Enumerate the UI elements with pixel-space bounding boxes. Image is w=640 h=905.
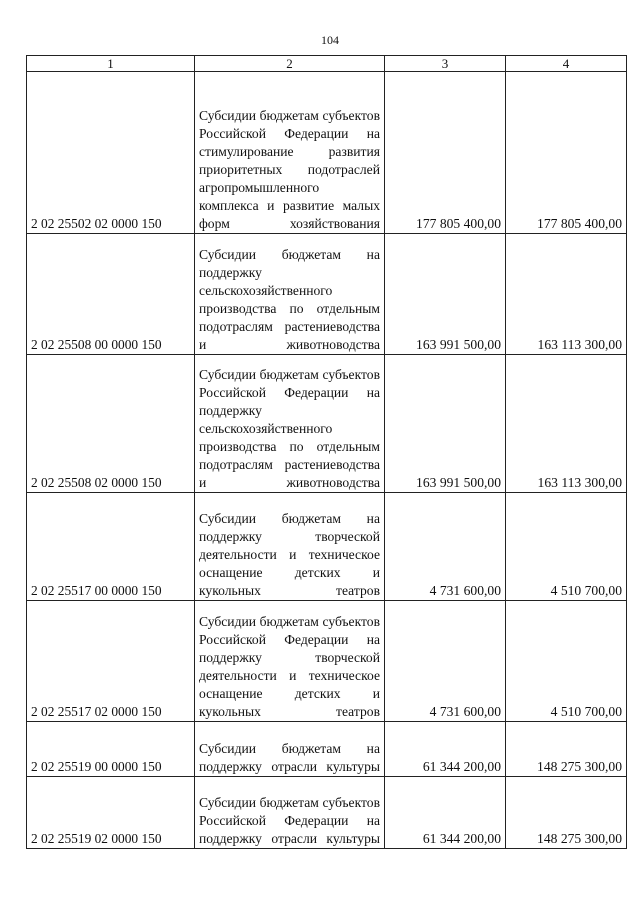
budget-code: 2 02 25519 00 0000 150 bbox=[27, 722, 195, 777]
table-row bbox=[27, 777, 627, 849]
amount-column-3: 4 731 600,00 bbox=[385, 601, 506, 722]
row-description: Субсидии бюджетам на поддержку отрасли культуры bbox=[195, 722, 385, 777]
row-description: Субсидии бюджетам субъектов Российской Федерации на стимулирование развития приоритетных подотраслей агропромышленного комплекса и развитие малых форм хозяйствования bbox=[195, 72, 385, 234]
header-row bbox=[27, 56, 627, 72]
amount-column-4: 4 510 700,00 bbox=[506, 493, 627, 601]
amount-column-3: 163 991 500,00 bbox=[385, 355, 506, 493]
amount-column-4: 148 275 300,00 bbox=[506, 722, 627, 777]
page-number: 104 bbox=[321, 33, 339, 47]
amount-column-3: 61 344 200,00 bbox=[385, 722, 506, 777]
amount-column-4: 163 113 300,00 bbox=[506, 234, 627, 355]
budget-code: 2 02 25517 02 0000 150 bbox=[27, 601, 195, 722]
row-description: Субсидии бюджетам субъектов Российской Федерации на поддержку творческой деятельности и техническое оснащение детских и кукольных театров bbox=[195, 601, 385, 722]
table-row bbox=[27, 722, 627, 777]
row-description: Субсидии бюджетам на поддержку сельскохозяйственного производства по отдельным подотраслям растениеводства и животноводства bbox=[195, 234, 385, 355]
budget-table bbox=[26, 55, 627, 849]
column-header-2: 2 bbox=[195, 56, 385, 72]
amount-column-3: 4 731 600,00 bbox=[385, 493, 506, 601]
table-row bbox=[27, 72, 627, 234]
row-description: Субсидии бюджетам субъектов Российской Федерации на поддержку отрасли культуры bbox=[195, 777, 385, 849]
table-row bbox=[27, 601, 627, 722]
amount-column-3: 61 344 200,00 bbox=[385, 777, 506, 849]
column-header-3: 3 bbox=[385, 56, 506, 72]
budget-code: 2 02 25508 02 0000 150 bbox=[27, 355, 195, 493]
table-row bbox=[27, 493, 627, 601]
amount-column-4: 163 113 300,00 bbox=[506, 355, 627, 493]
amount-column-4: 4 510 700,00 bbox=[506, 601, 627, 722]
budget-code: 2 02 25508 00 0000 150 bbox=[27, 234, 195, 355]
amount-column-3: 163 991 500,00 bbox=[385, 234, 506, 355]
amount-column-4: 177 805 400,00 bbox=[506, 72, 627, 234]
budget-code: 2 02 25517 00 0000 150 bbox=[27, 493, 195, 601]
row-description: Субсидии бюджетам на поддержку творческой деятельности и техническое оснащение детских и кукольных театров bbox=[195, 493, 385, 601]
budget-code: 2 02 25502 02 0000 150 bbox=[27, 72, 195, 234]
row-description: Субсидии бюджетам субъектов Российской Федерации на поддержку сельскохозяйственного производства по отдельным подотраслям растениеводства и животноводства bbox=[195, 355, 385, 493]
amount-column-4: 148 275 300,00 bbox=[506, 777, 627, 849]
table-row bbox=[27, 234, 627, 355]
budget-code: 2 02 25519 02 0000 150 bbox=[27, 777, 195, 849]
column-header-1: 1 bbox=[27, 56, 195, 72]
table-row bbox=[27, 355, 627, 493]
amount-column-3: 177 805 400,00 bbox=[385, 72, 506, 234]
column-header-4: 4 bbox=[506, 56, 627, 72]
